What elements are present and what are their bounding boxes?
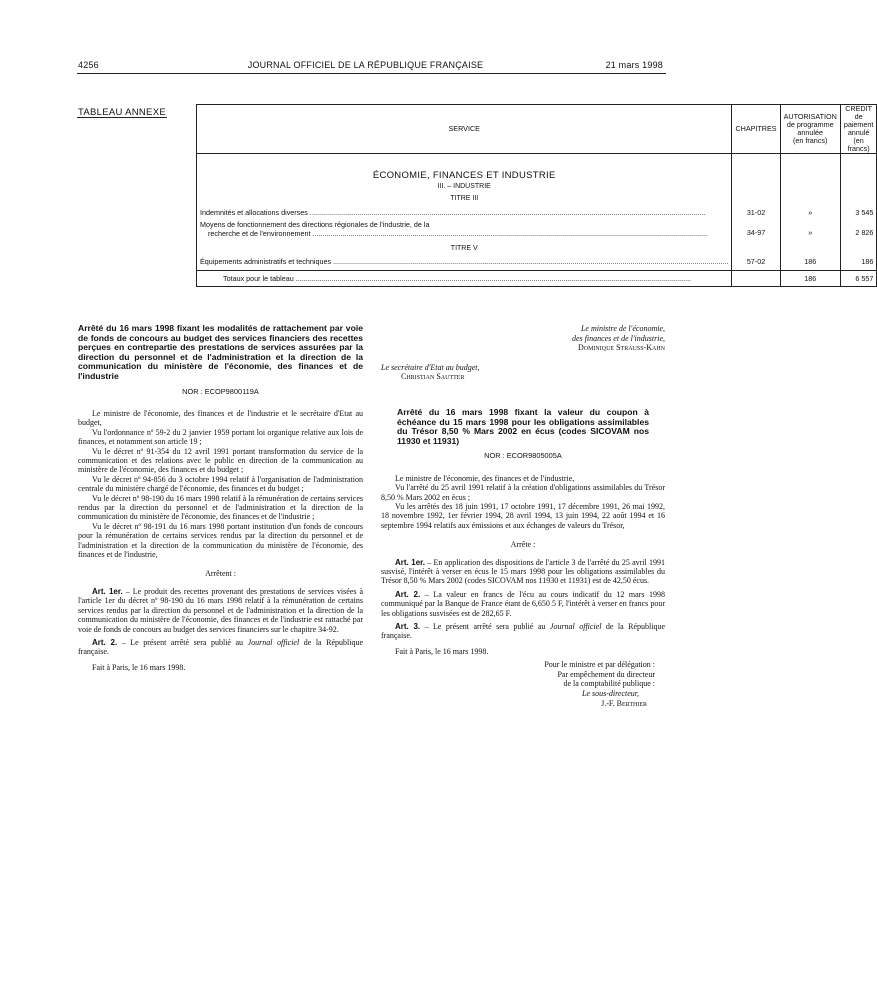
header-rule xyxy=(77,73,666,74)
right-column xyxy=(381,324,665,708)
row-autorisation: 186 xyxy=(780,257,840,271)
table-row xyxy=(197,208,877,217)
row-label: Moyens de fonctionnement des directions régionales de l'industrie, de la recherche et de l'environnement ..... xyxy=(197,217,732,238)
col-header-credit: CRÉDIT de paiement annulé (en francs) xyxy=(840,105,877,154)
col-header-autorisation: AUTORISATION de programme annulée (en francs) xyxy=(780,105,840,154)
total-credit: 6 557 xyxy=(840,271,877,287)
row-label: Indemnités et allocations diverses ..... xyxy=(197,208,732,217)
titre-3-heading: TITRE III xyxy=(197,190,732,208)
article-2: Art. 2. – La valeur en francs de l'écu au cours indicatif du 12 mars 1998 communiqué par la Banque de France étant de 6,650 5 F, l'intérêt à verser en francs pour les obligations susvisées est de 282,65 F. xyxy=(381,589,666,618)
arretent-heading: Arrêtent : xyxy=(205,569,236,579)
row-autorisation: » xyxy=(780,217,840,238)
total-label: Totaux pour le tableau ..... xyxy=(197,271,732,287)
issue-date: 21 mars 1998 xyxy=(605,60,663,70)
article-1: Art. 1er. – En application des dispositions de l'article 3 de l'arrêté du 25 avril 1991 susvisé, l'intérêt à verser en écus le 15 mars 1998 pour les obligations assimilables du Trésor 8,50 % Mars 2002 (codes SICOVAM nos 11930 et 11931) est de 42,50 écus. xyxy=(381,557,666,586)
fait-a-paris: Fait à Paris, le 16 mars 1998. xyxy=(395,646,489,656)
col-header-chapitres: CHAPITRES xyxy=(732,105,780,154)
ministry-heading: ÉCONOMIE, FINANCES ET INDUSTRIE xyxy=(197,154,732,182)
article-1: Art. 1er. – Le produit des recettes provenant des prestations de services visées à l'article 1er du décret nº 98-190 du 16 mars 1998 relatif à la rémunération de certains services rendus par la direction du personnel et de l'administration et la direction de la communication du ministère de l'économie, des finances et de l'industrie est rattaché par voie de fonds de concours au budget des services financiers sur le chapitre 34-92. xyxy=(78,586,363,634)
paragraph: Vu les arrêtés des 18 juin 1991, 17 octobre 1991, 17 décembre 1991, 26 mai 1992, 18 novembre 1992, 1er février 1994, 28 avril 1994, 13 juin 1994, 22 août 1994 et 16 septembre 1994 relatifs aux émissions et aux échanges de valeurs du Trésor, xyxy=(381,501,665,530)
row-credit: 186 xyxy=(840,257,877,271)
titre-5-heading: TITRE V xyxy=(197,238,732,257)
total-autorisation: 186 xyxy=(780,271,840,287)
row-label: Équipements administratifs et techniques ..... xyxy=(197,257,732,271)
paragraph: Le ministre de l'économie, des finances et de l'industrie et le secrétaire d'Etat au budget, xyxy=(78,408,363,428)
delegation-signature: Pour le ministre et par délégation : Par empêchement du directeur de la comptabilité publique : Le sous-directeur, J.-F. Berthier xyxy=(544,660,655,708)
paragraph: Le ministre de l'économie, des finances et de l'industrie, xyxy=(395,473,575,483)
journal-title: JOURNAL OFFICIEL DE LA RÉPUBLIQUE FRANÇAISE xyxy=(247,60,484,70)
arrete-2-nor: NOR : ECOR9805005A xyxy=(484,451,562,461)
left-column xyxy=(78,324,363,672)
article-3: Art. 3. – Le présent arrêté sera publié au Journal officiel de la République française. xyxy=(381,622,666,641)
table-row xyxy=(197,217,877,238)
secretary-signature: Le secrétaire d'Etat au budget, Christian Sautter xyxy=(381,362,480,382)
paragraph: Vu l'arrêté du 25 avril 1991 relatif à la création d'obligations assimilables du Trésor 8,50 % Mars 2002 en écus ; xyxy=(381,483,665,502)
annex-label: TABLEAU ANNEXE xyxy=(78,107,166,118)
section-heading: III. – INDUSTRIE xyxy=(197,181,732,190)
minister-signature: Le ministre de l'économie, des finances et de l'industrie, Dominique Strauss-Kahn xyxy=(571,324,665,353)
row-chapitre: 57-02 xyxy=(732,257,780,271)
article-2: Art. 2. – Le présent arrêté sera publié au Journal officiel de la République française. xyxy=(78,637,364,657)
arrete-1-title: Arrêté du 16 mars 1998 fixant les modalités de rattachement par voie de fonds de concours au budget des services financiers des recettes perçues en contrepartie des prestations de services assurées par la direction du personnel et de l'administration et la direction de la communication du ministère de l'économie, des finances et de l'industrie xyxy=(78,323,363,381)
paragraph: Vu le décret nº 98-191 du 16 mars 1998 portant institution d'un fonds de concours pour la rémunération de certains services rendus par la direction du personnel et de l'administration et la direction de la communication du ministère de l'économie, des finances et de l'industrie, xyxy=(78,521,363,560)
annex-label-rule xyxy=(77,117,167,118)
row-autorisation: » xyxy=(780,208,840,217)
fait-a-paris: Fait à Paris, le 16 mars 1998. xyxy=(92,662,186,672)
arrete-2-title: Arrêté du 16 mars 1998 fixant la valeur du coupon à échéance du 15 mars 1998 pour les obligations assimilables du Trésor 8,50 % Mars 2002 en écus (codes SICOVAM nos 11930 et 11931) xyxy=(397,406,649,446)
total-row xyxy=(197,271,877,287)
row-chapitre: 34-97 xyxy=(732,217,780,238)
row-credit: 3 545 xyxy=(840,208,877,217)
annex-table xyxy=(196,104,877,287)
page-number: 4256 xyxy=(78,60,99,70)
paragraph: Vu le décret nº 91-354 du 12 avril 1991 portant transformation du service de la communication et des relations avec le public en direction de la communication au ministère de l'économie, des finances et du budget ; xyxy=(78,446,363,475)
paragraph: Vu le décret nº 94-856 du 3 octobre 1994 relatif à l'organisation de l'administration centrale du ministère chargé de l'économie, des finances et du budget ; xyxy=(78,474,363,494)
paragraph: Vu le décret nº 98-190 du 16 mars 1998 relatif à la rémunération de certains services rendus par la direction du personnel et de l'administration et la direction de la communication du ministère de l'économie, des finances et de l'industrie ; xyxy=(78,493,363,522)
arrete-heading: Arrête : xyxy=(510,540,536,550)
row-chapitre: 31-02 xyxy=(732,208,780,217)
paragraph: Vu l'ordonnance nº 59-2 du 2 janvier 1959 portant loi organique relative aux lois de finances, et notamment son article 19 ; xyxy=(78,427,363,447)
col-header-service: SERVICE xyxy=(197,105,732,154)
table-row xyxy=(197,257,877,271)
arrete-1-nor: NOR : ECOP9800119A xyxy=(182,386,259,396)
row-credit: 2 826 xyxy=(840,217,877,238)
